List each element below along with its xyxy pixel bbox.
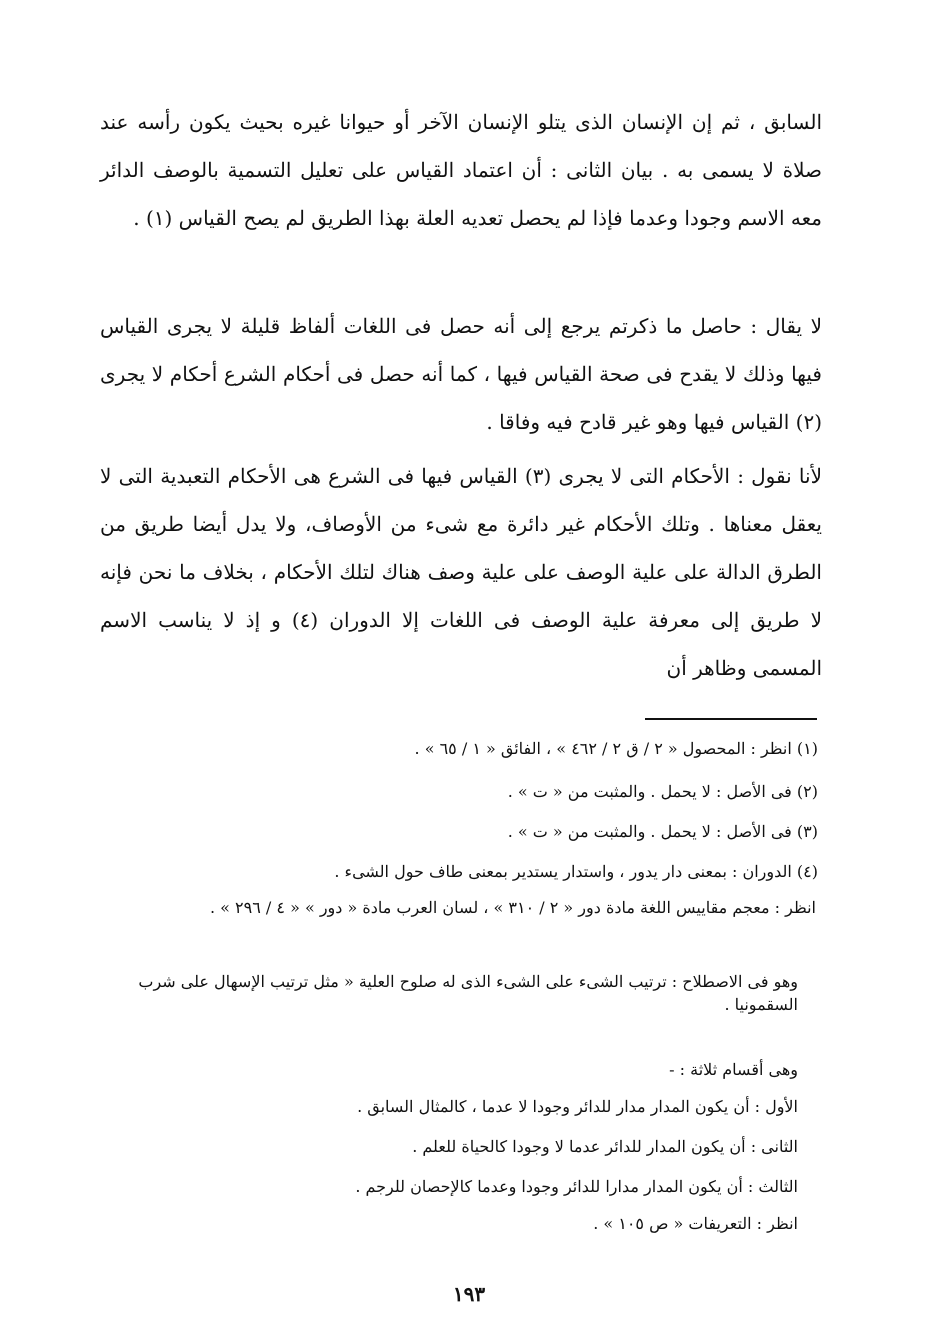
footnote-separator xyxy=(645,718,817,720)
footnote-text: وهى أقسام ثلاثة : - xyxy=(669,1060,798,1079)
footnote-4 xyxy=(100,860,818,883)
footnote-text: انظر : معجم مقاييس اللغة مادة دور « ٢ / ٣١٠ » ، لسان العرب مادة « دور » « ٤ / ٢٩٦ » . xyxy=(210,898,816,917)
body-paragraph-3 xyxy=(100,452,822,692)
paragraph-text: لأنا نقول : الأحكام التى لا يجرى (٣) القياس فيها فى الشرع هى الأحكام التعبدية التى لا يعقل معناها . وتلك الأحكام غير دائرة مع شىء من الأوصاف، ولا يدل أيضا طريق من الطرق الدالة على علية الوصف على علية وصف هناك لتلك الأحكام ، بخلاف ما نحن فإنه لا طريق إلى معرفة علية الوصف فى اللغات إلا الدوران (٤) و إذ لا يناسب الاسم المسمى وظاهر أن xyxy=(100,464,822,680)
footnote-text: انظر : التعريفات « ص ١٠٥ » . xyxy=(593,1214,798,1233)
footnote-4-kind-1 xyxy=(100,1095,798,1118)
footnote-text: (٤) الدوران : بمعنى دار يدور ، واستدار يستدير بمعنى طاف حول الشىء . xyxy=(334,862,818,881)
body-paragraph-1 xyxy=(100,98,822,242)
footnote-4-reference xyxy=(100,1212,798,1235)
footnote-text: (١) انظر : المحصول « ٢ / ق ٢ / ٤٦٢ » ، الفائق « ١ / ٦٥ » . xyxy=(414,739,818,758)
footnote-4-kind-3 xyxy=(100,1175,798,1198)
footnote-4-kind-2 xyxy=(100,1135,798,1158)
footnote-text: (٣) فى الأصل : لا يحمل . والمثبت من « ت » . xyxy=(507,822,818,841)
paragraph-text: لا يقال : حاصل ما ذكرتم يرجع إلى أنه حصل فى اللغات ألفاظ قليلة لا يجرى القياس فيها وذلك لا يقدح فى صحة القياس فيها ، كما أنه حصل فى أحكام الشرع أحكام لا يجرى (٢) القياس فيها وهو غير قادح فيه وفاقا . xyxy=(100,314,822,434)
footnote-text: (٢) فى الأصل : لا يحمل . والمثبت من « ت » . xyxy=(507,782,818,801)
footnote-3 xyxy=(100,820,818,843)
footnote-text: الأول : أن يكون المدار مدار للدائر وجودا لا عدما ، كالمثال السابق . xyxy=(357,1097,798,1116)
footnote-1 xyxy=(100,737,818,760)
footnote-2 xyxy=(100,780,818,803)
paragraph-text: السابق ، ثم إن الإنسان الذى يتلو الإنسان الآخر أو حيوانا غيره بحيث يكون رأسه عند صلاة لا يسمى به . بيان الثانى : أن اعتماد القياس على تعليل التسمية بالوصف الدائر معه الاسم وجودا وعدما فإذا لم يحصل تعديه العلة بهذا الطريق لم يصح القياس (١) . xyxy=(100,110,822,230)
footnote-text: الثالث : أن يكون المدار مدارا للدائر وجودا وعدما كالإحصان للرجم . xyxy=(355,1177,798,1196)
footnote-4-kinds xyxy=(100,1058,798,1081)
footnote-4-definition xyxy=(100,970,798,1016)
page-number: ١٩٣ xyxy=(452,1282,486,1306)
body-paragraph-2 xyxy=(100,302,822,446)
footnote-text: الثانى : أن يكون المدار للدائر عدما لا وجودا كالحياة للعلم . xyxy=(412,1137,798,1156)
footnote-text: وهو فى الاصطلاح : ترتيب الشىء على الشىء الذى له صلوح العلية « مثل ترتيب الإسهال على شرب السقمونيا . xyxy=(138,972,798,1014)
footnote-4-source xyxy=(100,896,816,919)
